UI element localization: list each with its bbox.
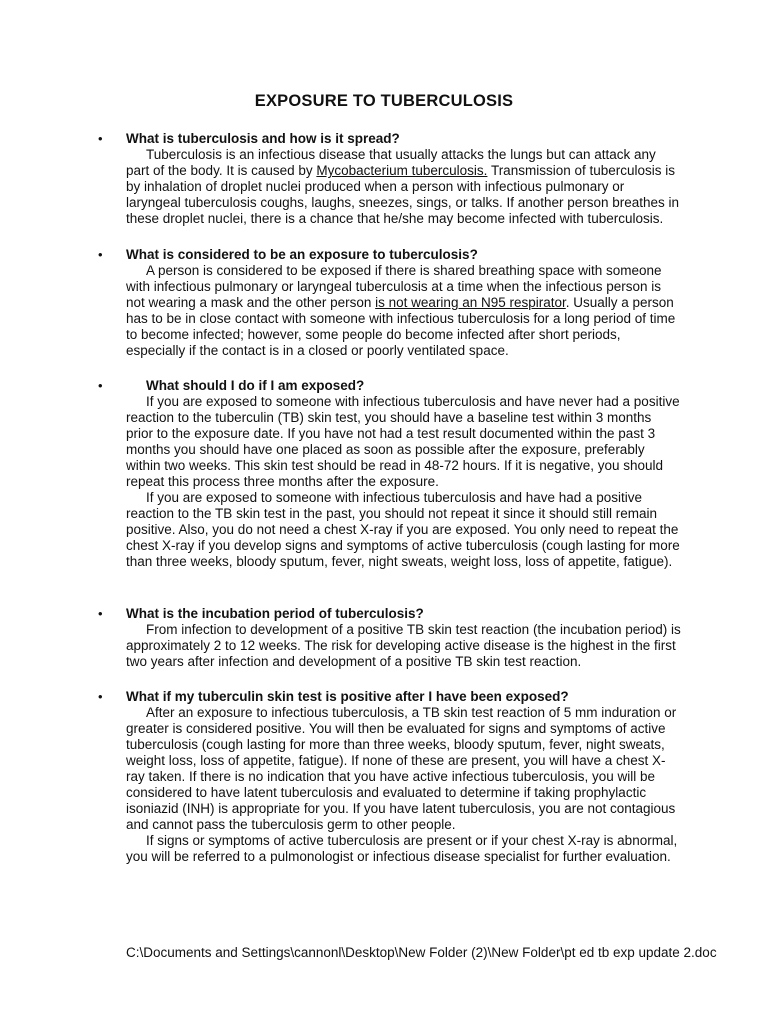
section-what-to-do: [98, 378, 682, 570]
section-paragraph: If signs or symptoms of active tuberculosis are present or if your chest X-ray is abnormal, you will be referred to a pulmonologist or infectious disease specialist for further evaluation.: [126, 833, 678, 864]
bullet-icon: •: [98, 247, 103, 262]
section-positive-test: [98, 689, 682, 865]
bullet-icon: •: [98, 131, 103, 146]
document-title: EXPOSURE TO TUBERCULOSIS: [254, 92, 514, 110]
section-question: • What if my tuberculin skin test is positive after I have been exposed?: [98, 689, 569, 704]
section-question: • What is tuberculosis and how is it spread?: [98, 131, 400, 146]
underlined-term: is not wearing an N95 respirator: [375, 295, 566, 310]
section-paragraph: From infection to development of a positive TB skin test reaction (the incubation period) is approximately 2 to 12 weeks. The risk for developing active disease is the highest in the first two years after infection and development of a positive TB skin test reaction.: [126, 622, 681, 669]
section-paragraph: Tuberculosis is an infectious disease that usually attacks the lungs but can attack any part of the body. It is caused by Mycobacterium tuberculosis. Transmission of tuberculosis is by inhalation of droplet nuclei produced when a person with infectious pulmonary or laryngeal tuberculosis coughs, laughs, sneezes, sings, or talks. If another person breathes in these droplet nuclei, there is a chance that he/she may become infected with tuberculosis.: [126, 147, 680, 226]
section-exposure-definition: [98, 247, 682, 359]
file-path-footer: C:\Documents and Settings\cannonl\Desktop\New Folder (2)\New Folder\pt ed tb exp update 2.doc: [126, 945, 717, 960]
section-question: • What is considered to be an exposure to tuberculosis?: [98, 247, 478, 262]
section-incubation-period: [98, 606, 682, 670]
bullet-icon: •: [98, 689, 103, 704]
section-paragraph: If you are exposed to someone with infectious tuberculosis and have had a positive reaction to the TB skin test in the past, you should not repeat it since it should still remain positive. Also, you do not need a chest X-ray if you are exposed. You only need to repeat the chest X-ray if you develop signs and symptoms of active tuberculosis (cough lasting for more than three weeks, bloody sputum, fever, night sweats, weight loss, loss of appetite, fatigue).: [126, 490, 680, 569]
section-paragraph: If you are exposed to someone with infectious tuberculosis and have never had a positive reaction to the tuberculin (TB) skin test, you should have a baseline test within 3 months prior to the exposure date. If you have not had a test result documented within the past 3 months you should have one placed as soon as possible after the exposure, preferably within two weeks. This skin test should be read in 48-72 hours. If it is negative, you should repeat this process three months after the exposure.: [126, 394, 680, 489]
bullet-icon: •: [98, 378, 103, 393]
underlined-term: Mycobacterium tuberculosis.: [316, 163, 488, 178]
section-question: • What should I do if I am exposed?: [98, 378, 365, 393]
bullet-icon: •: [98, 606, 103, 621]
section-question: • What is the incubation period of tuberculosis?: [98, 606, 424, 621]
section-paragraph: A person is considered to be exposed if there is shared breathing space with someone with infectious pulmonary or laryngeal tuberculosis at a time when the infectious person is not wearing a mask and the other person is not wearing an N95 respirator. Usually a person has to be in close contact with someone with infectious tuberculosis for a long period of time to become infected; however, some people do become infected after short periods, especially if the contact is in a closed or poorly ventilated space.: [126, 263, 676, 358]
section-paragraph: After an exposure to infectious tuberculosis, a TB skin test reaction of 5 mm induration or greater is considered positive. You will then be evaluated for signs and symptoms of active tuberculosis (cough lasting for more than three weeks, bloody sputum, fever, night sweats, weight loss, loss of appetite, fatigue). If none of these are present, you will have a chest X-ray taken. If there is no indication that you have active infectious tuberculosis, you will be considered to have latent tuberculosis and evaluated to determine if taking prophylactic isoniazid (INH) is appropriate for you. If you have latent tuberculosis, you are not contagious and cannot pass the tuberculosis germ to other people.: [126, 705, 677, 832]
section-what-is-tb: [98, 131, 682, 227]
